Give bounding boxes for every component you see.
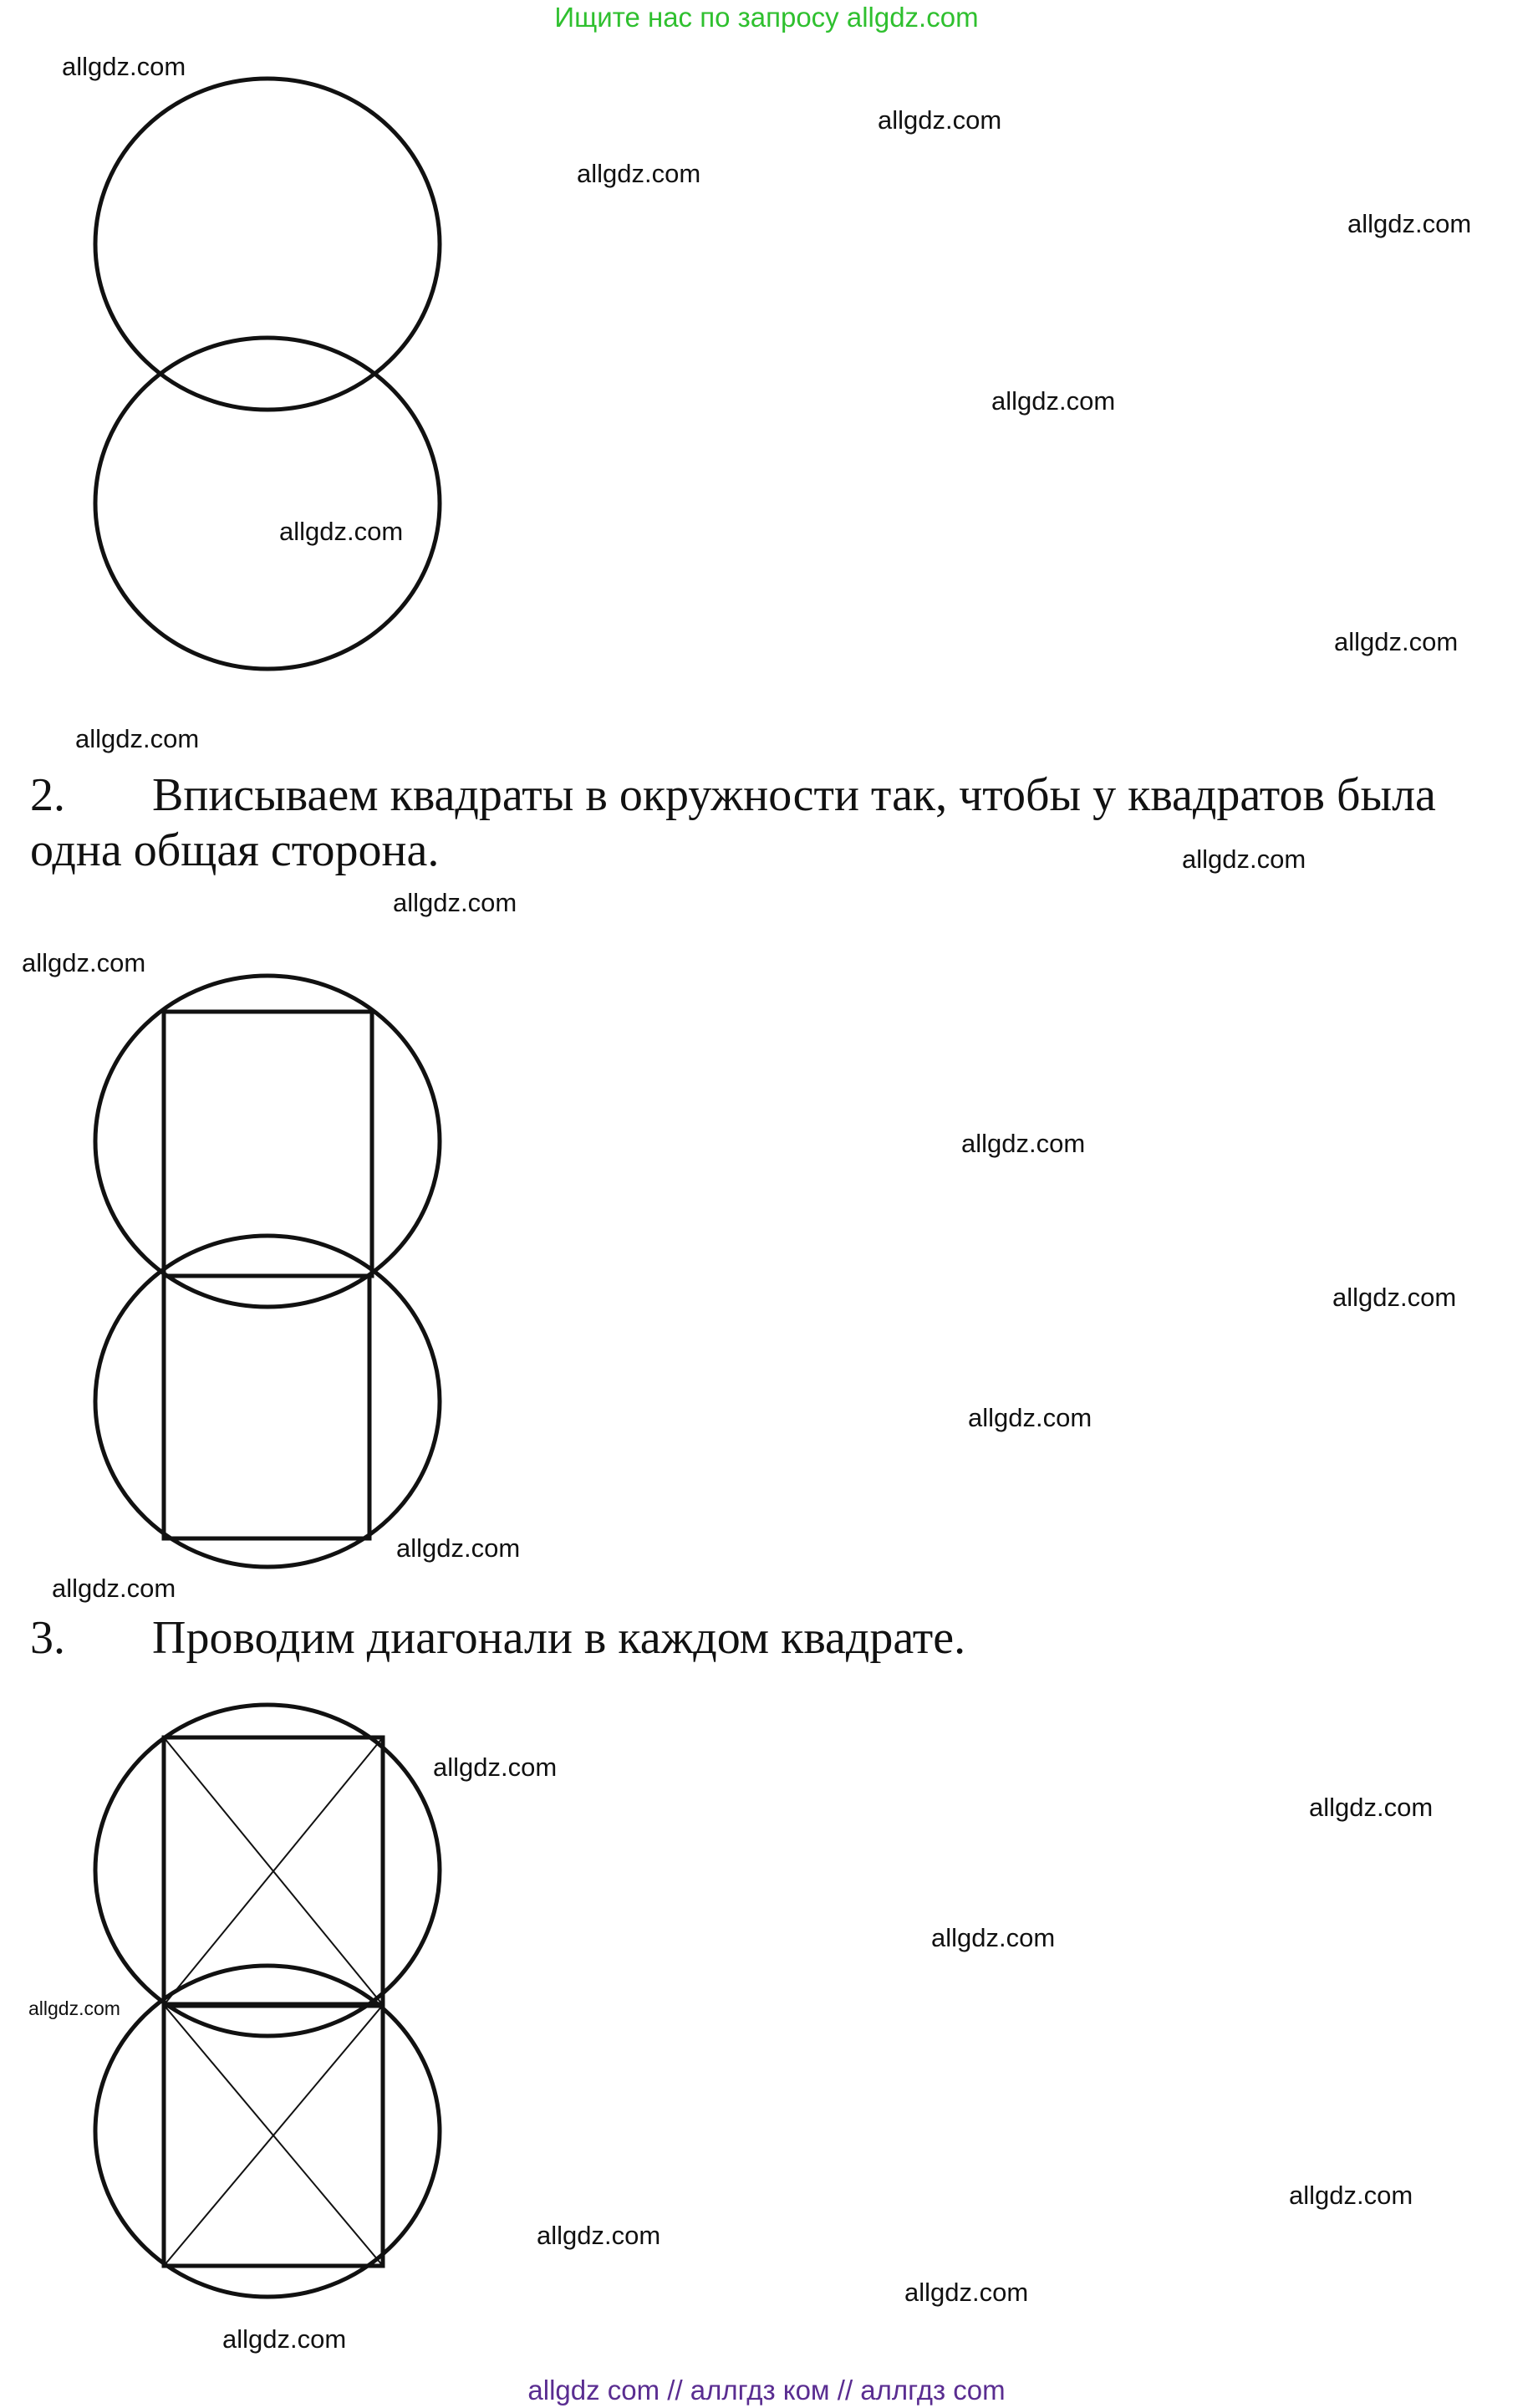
watermark: allgdz.com <box>991 386 1116 416</box>
watermark: allgdz.com <box>433 1752 558 1782</box>
figure-3-lower-circle <box>95 1966 440 2297</box>
watermark: allgdz.com <box>1347 209 1472 238</box>
watermark: allgdz.com <box>62 52 186 81</box>
figure-2-inscribed-squares <box>95 976 440 1567</box>
watermark: allgdz.com <box>393 888 517 917</box>
watermark: allgdz.com <box>222 2324 347 2354</box>
watermark: allgdz.com <box>931 1923 1056 1952</box>
watermark: allgdz.com <box>1182 844 1306 874</box>
figure-2-lower-circle <box>95 1236 440 1567</box>
step-3 <box>30 1610 1526 1666</box>
step-3-number: 3. <box>30 1612 65 1664</box>
watermark: allgdz.com <box>22 948 146 977</box>
watermark: allgdz.com <box>52 1574 176 1603</box>
step-2-text-line1: Вписываем квадраты в окружности так, чтобы у квадратов была <box>152 769 1436 821</box>
watermark: allgdz.com <box>75 724 200 753</box>
figure-3-squares-with-diagonals <box>95 1705 440 2297</box>
watermark: allgdz.com <box>904 2278 1029 2307</box>
watermark: allgdz.com <box>1289 2181 1413 2210</box>
watermark: allgdz.com <box>1334 627 1459 656</box>
step-2-number: 2. <box>30 769 65 821</box>
watermark: allgdz.com <box>961 1129 1086 1158</box>
watermark: allgdz.com <box>537 2221 661 2250</box>
watermark: allgdz.com <box>577 159 701 188</box>
watermark: allgdz.com <box>28 1997 120 2019</box>
footer-banner[interactable]: allgdz com // аллгдз ком // аллгдз com <box>527 2375 1006 2405</box>
header-banner[interactable]: Ищите нас по запросу allgdz.com <box>554 2 979 33</box>
figure-2-lower-square <box>164 1276 369 1538</box>
watermark: allgdz.com <box>279 517 404 546</box>
step-2-text-line2: одна общая сторона. <box>30 824 440 876</box>
step-3-text: Проводим диагонали в каждом квадрате. <box>152 1612 966 1664</box>
figure-1-upper-circle <box>95 79 440 410</box>
figure-2-upper-circle <box>95 976 440 1307</box>
watermark: allgdz.com <box>878 105 1002 135</box>
figure-1-two-circles <box>95 79 440 669</box>
watermark: allgdz.com <box>1309 1793 1434 1822</box>
watermark: allgdz.com <box>1332 1283 1457 1312</box>
watermark: allgdz.com <box>968 1403 1092 1432</box>
figure-3-upper-circle <box>95 1705 440 2036</box>
watermark: allgdz.com <box>396 1533 521 1563</box>
figure-1-lower-circle <box>95 338 440 669</box>
